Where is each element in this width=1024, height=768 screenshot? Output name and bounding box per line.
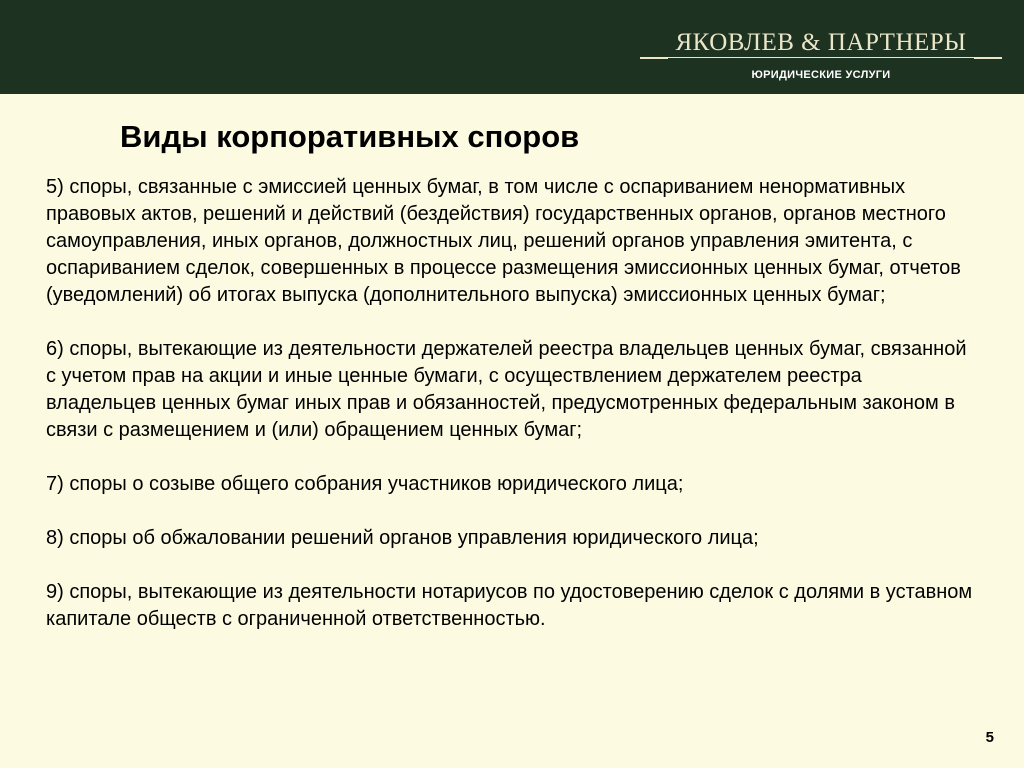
list-item-9: 9) споры, вытекающие из деятельности нотариусов по удостоверению сделок с долями в уставном капитале обществ с ограниченной ответственностью. [46,581,973,630]
list-item-7: 7) споры о созыве общего собрания участников юридического лица; [46,473,684,495]
list-item-5: 5) споры, связанные с эмиссией ценных бумаг, в том числе с оспариванием ненормативных правовых актов, решений и действий (бездействия) государственных органов, органов местного самоуправления, иных органов, должностных лиц, решений органов управления эмитента, с оспариванием сделок, совершенных в процессе размещения эмиссионных ценных бумаг, отчетов (уведомлений) об итогах выпуска (дополнительного выпуска) эмиссионных ценных бумаг; [46,176,961,306]
header-bar [0,0,1024,94]
company-logo [640,28,1002,84]
logo-tagline: ЮРИДИЧЕСКИЕ УСЛУГИ [751,69,891,81]
logo-name: ЯКОВЛЕВ & ПАРТНЕРЫ [675,29,967,56]
page-number: 5 [985,729,994,746]
slide-content [46,174,976,660]
list-item-6: 6) споры, вытекающие из деятельности держателей реестра владельцев ценных бумаг, связанной с учетом прав на акции и иные ценные бумаги, с осуществлением держателем реестра владельцев ценных бумаг иных прав и обязанностей, предусмотренных федеральным законом в связи с размещением и (или) обращением ценных бумаг; [46,338,967,441]
list-item-8: 8) споры об обжаловании решений органов управления юридического лица; [46,527,759,549]
slide-title: Виды корпоративных споров [120,119,580,154]
